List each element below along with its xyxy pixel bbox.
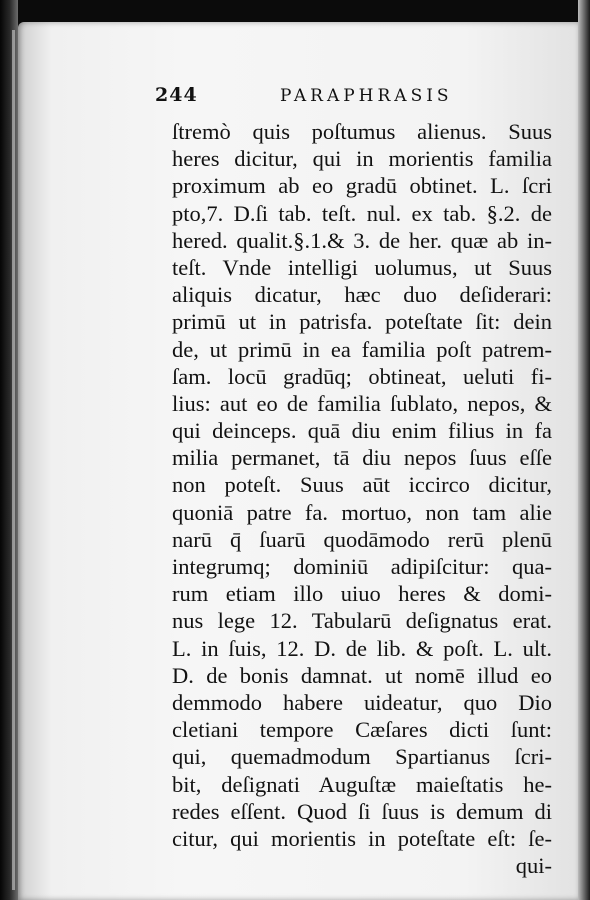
text-line: ſtremò quis poſtumus alienus. Suus xyxy=(172,119,552,144)
text-line: lius: aut eo de familia ſublato, nepos, & xyxy=(172,390,552,416)
text-line: quoniā patre fa. mortuo, non tam alie xyxy=(172,499,552,525)
text-line: cletiani tempore Cæſares dicti ſunt: xyxy=(172,717,552,743)
text-line: pto,7. D.ſi tab. teſt. nul. ex tab. §.2. de xyxy=(172,200,552,226)
text-line: narū q̄ ſuarū quodāmodo rerū plenū xyxy=(172,526,552,552)
text-line: teſt. Vnde intelligi uolumus, ut Suus xyxy=(172,254,552,280)
text-line: ſam. locū gradūq; obtineat, ueluti fi- xyxy=(172,363,552,389)
text-line: aliquis dicatur, hæc duo deſiderari: xyxy=(172,282,552,308)
text-line: qui deinceps. quā diu enim filius in fa xyxy=(172,418,552,444)
text-line: hered. qualit.§.1.& 3. de her. quæ ab in- xyxy=(172,227,552,253)
body-text xyxy=(172,118,552,879)
spine-highlight xyxy=(12,30,15,890)
text-line: qui, quemadmodum Spartianus ſcri- xyxy=(172,744,552,770)
page-header xyxy=(155,84,485,114)
text-line: non poteſt. Suus aūt iccirco dicitur, xyxy=(172,472,552,498)
page-number: 244 xyxy=(155,84,198,106)
text-line: heres dicitur, qui in morientis familia xyxy=(172,146,552,172)
text-line: integrumq; dominiū adipiſcitur: qua- xyxy=(172,554,552,579)
text-line: rum etiam illo uiuo heres & domi- xyxy=(172,581,552,607)
text-line: proximum ab eo gradū obtinet. L. ſcri xyxy=(172,173,552,199)
book-spine xyxy=(0,0,18,900)
text-line: D. de bonis damnat. ut nomē illud eo xyxy=(172,662,552,688)
text-line: milia permanet, tā diu nepos ſuus eſſe xyxy=(172,445,552,471)
text-line: bit, deſignati Auguſtæ maieſtatis he- xyxy=(172,771,552,797)
catchword: qui- xyxy=(515,853,552,879)
text-line: demmodo habere uideatur, quo Dio xyxy=(172,689,552,715)
text-line: citur, qui morientis in poteſtate eſt: ſe- xyxy=(172,825,552,851)
text-line: redes eſſent. Quod ſi ſuus is demum di xyxy=(172,798,552,824)
running-head: PARAPHRASIS xyxy=(280,86,453,106)
page-right-edge xyxy=(578,0,590,900)
text-line: primū ut in patrisfa. poteſtate ſit: dein xyxy=(172,309,552,335)
text-line: L. in ſuis, 12. D. de lib. & poſt. L. ult. xyxy=(172,635,552,661)
text-line: nus lege 12. Tabularū deſignatus erat. xyxy=(172,608,552,634)
text-line: de, ut primū in ea familia poſt patrem- xyxy=(172,336,552,362)
